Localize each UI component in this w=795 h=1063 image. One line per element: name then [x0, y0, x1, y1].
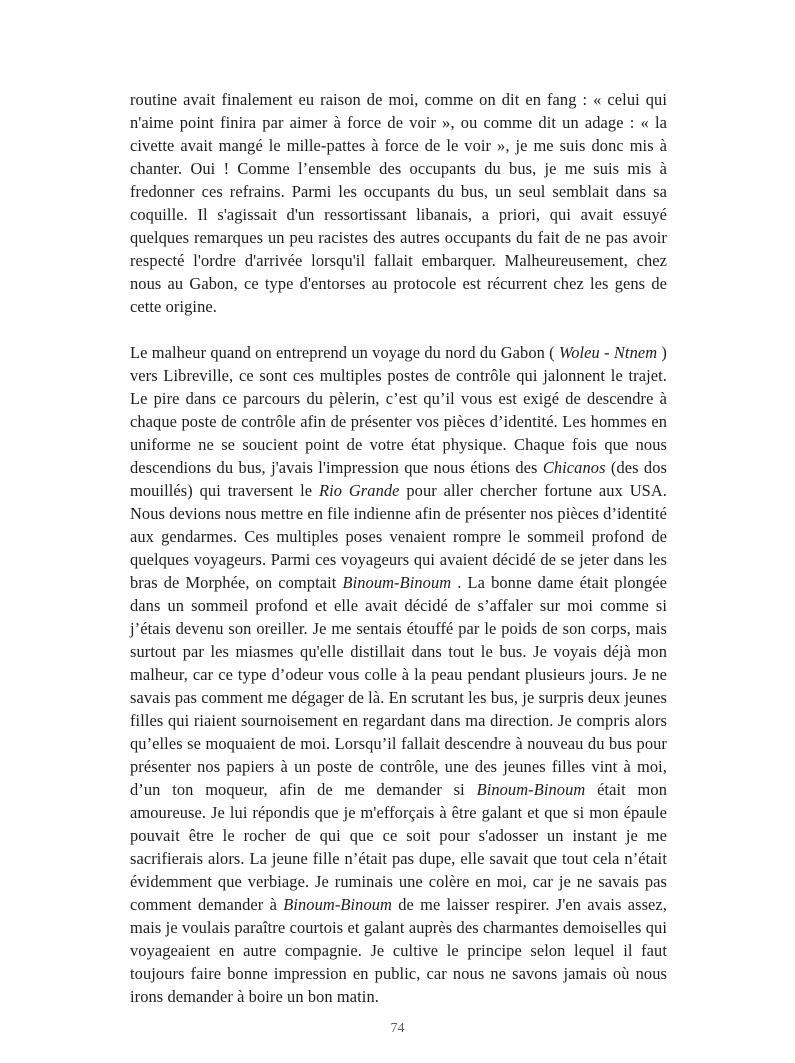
text-run: . La bonne dame était plongée dans un sommeil profond et elle avait décidé de s’affaler sur moi comme si j’étais devenu son oreiller. Je me sentais étouffé par le poids de son corps, mais surtout par les miasmes qu'elle distillait dans tout le bus. Je voyais déjà mon malheur, car ce type d’odeur vous colle à la peau pendant plusieurs jours. Je ne savais pas comment me dégager de là. En scrutant les bus, je surpris deux jeunes filles qui riaient sournoisement en regardant dans ma direction. Je compris alors qu’elles se moquaient de moi. Lorsqu’il fallait descendre à nouveau du bus pour présenter nos papiers à un poste de contrôle, une des jeunes filles vint à moi, d’un ton moqueur, afin de me demander si [130, 573, 667, 799]
page-text [130, 88, 667, 1008]
paragraph [130, 88, 667, 318]
page-number: 74 [390, 1021, 405, 1036]
text-run: (des dos mouillés) qui traversent le [130, 458, 668, 500]
italic-run: Woleu - Ntnem [558, 343, 658, 362]
text-run: était mon amoureuse. Je lui répondis que je m'efforçais à être galant et que si mon épaule pouvait être le rocher de qui que ce soit pour s'adosser un instant je me sacrifierais alors. La jeune fille n’était pas dupe, elle savait que tout cela n’était évidemment que verbiage. Je ruminais une colère en moi, car je ne savais pas comment demander à [130, 780, 667, 914]
text-run: routine avait finalement eu raison de moi, comme on dit en fang : « celui qui n'aime point finira par aimer à force de voir », ou comme dit un adage : « la civette avait mangé le mille-pattes à force de le voir », je me suis donc mis à chanter. Oui ! Comme l’ensemble des occupants du bus, je me suis mis à fredonner ces refrains. Parmi les occupants du bus, un seul semblait dans sa coquille. Il s'agissait d'un ressortissant libanais, a priori, qui avait essuyé quelques remarques un peu racistes des autres occupants du fait de ne pas avoir respecté l'ordre d'arrivée lorsqu'il fallait embarquer. Malheureusement, chez nous au Gabon, ce type d'entorses au protocole est récurrent chez les gens de cette origine. [130, 90, 667, 316]
italic-run: Binoum-Binoum [283, 895, 392, 914]
text-run: Le malheur quand on entreprend un voyage du nord du Gabon ( [130, 343, 559, 362]
paragraph [130, 341, 667, 1008]
italic-run: Rio Grande [318, 481, 400, 500]
text-run: ) vers Libreville, ce sont ces multiples postes de contrôle qui jalonnent le trajet. Le pire dans ce parcours du pèlerin, c’est qu’il vous est exigé de descendre à chaque poste de contrôle afin de présenter vos pièces d’identité. Les hommes en uniforme ne se soucient point de votre état physique. Chaque fois que nous descendions du bus, j'avais l'impression que nous étions des [130, 343, 667, 477]
text-run: de me laisser respirer. J'en avais assez, mais je voulais paraître courtois et galant auprès des charmantes demoiselles qui voyageaient en autre compagnie. Je cultive le principe selon lequel il faut toujours faire bonne impression en public, car nous ne savons jamais où nous irons demander à boire un bon matin. [130, 895, 667, 1006]
italic-run: Binoum-Binoum [476, 780, 586, 799]
text-run: pour aller chercher fortune aux USA. Nous devions nous mettre en file indienne afin de présenter nos pièces d’identité aux gendarmes. Ces multiples poses venaient rompre le sommeil profond de quelques voyageurs. Parmi ces voyageurs qui avaient décidé de se jeter dans les bras de Morphée, on comptait [130, 481, 667, 592]
italic-run: Chicanos [542, 458, 606, 477]
italic-run: Binoum-Binoum [342, 573, 452, 592]
